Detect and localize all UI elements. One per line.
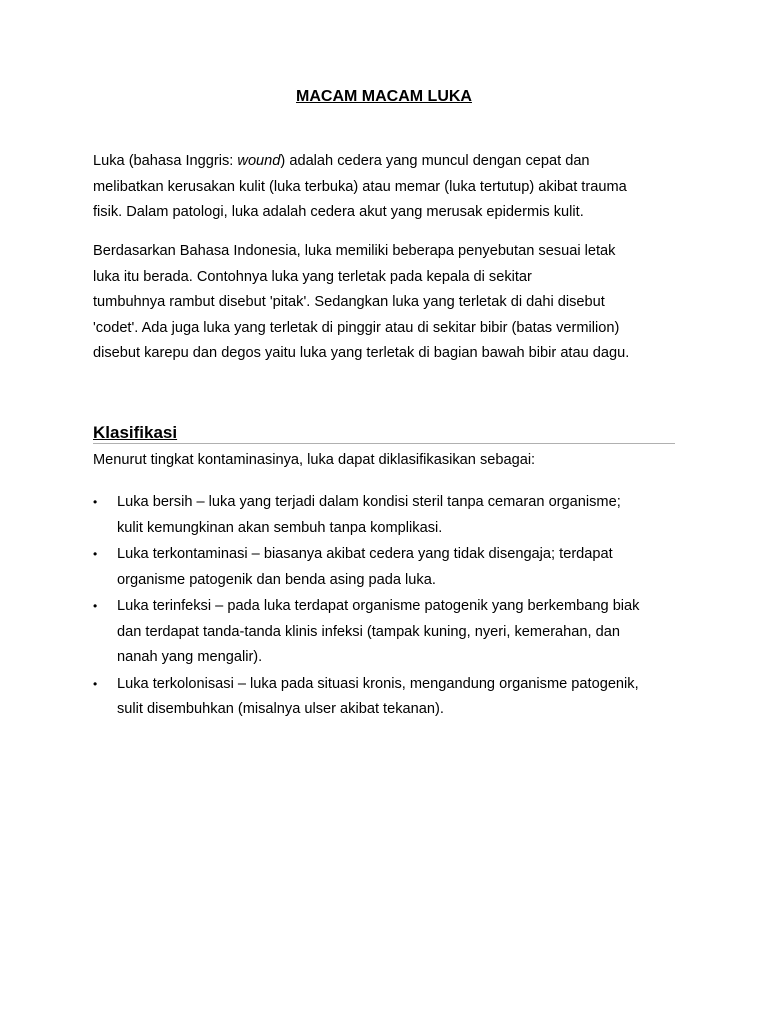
- list-item: [93, 542, 693, 593]
- list-item-line: Luka terkontaminasi – biasanya akibat cedera yang tidak disengaja; terdapat: [117, 546, 613, 562]
- bullet-icon: •: [93, 547, 98, 561]
- paragraph-indonesian-terms: [93, 239, 693, 367]
- list-item-line: sulit disembuhkan (misalnya ulser akibat tekanan).: [117, 701, 444, 717]
- italic-term: wound: [237, 153, 281, 169]
- list-item-line: dan terdapat tanda-tanda klinis infeksi (tampak kuning, nyeri, kemerahan, dan: [117, 623, 620, 640]
- section-intro: Menurut tingkat kontaminasinya, luka dapat diklasifikasikan sebagai:: [93, 452, 536, 468]
- list-item-line: nanah yang mengalir).: [117, 649, 263, 665]
- list-item: [93, 672, 693, 723]
- list-item-line: Luka terinfeksi – pada luka terdapat organisme patogenik yang berkembang biak: [117, 598, 640, 614]
- bullet-icon: •: [93, 599, 98, 613]
- list-item: [93, 594, 693, 671]
- paragraph-line: disebut karepu dan degos yaitu luka yang terletak di bagian bawah bibir atau dagu.: [93, 345, 630, 361]
- paragraph-line: 'codet'. Ada juga luka yang terletak di pinggir atau di sekitar bibir (batas vermilion): [93, 319, 620, 336]
- paragraph-line: melibatkan kerusakan kulit (luka terbuka) atau memar (luka tertutup) akibat trauma: [93, 178, 627, 195]
- line-prefix: Luka (bahasa Inggris:: [93, 153, 238, 169]
- list-item-line: Luka terkolonisasi – luka pada situasi kronis, mengandung organisme patogenik,: [117, 675, 639, 692]
- list-item: [93, 490, 693, 541]
- paragraph-line: [93, 149, 693, 175]
- paragraph-line: tumbuhnya rambut disebut 'pitak'. Sedangkan luka yang terletak di dahi disebut: [93, 294, 605, 310]
- section-heading-klasifikasi: Klasifikasi: [93, 423, 675, 444]
- line-rest: ) adalah cedera yang muncul dengan cepat dan: [280, 153, 590, 169]
- paragraph-line: fisik. Dalam patologi, luka adalah cedera akut yang merusak epidermis kulit.: [93, 204, 584, 220]
- list-item-line: kulit kemungkinan akan sembuh tanpa komplikasi.: [117, 519, 443, 536]
- paragraph-line: Berdasarkan Bahasa Indonesia, luka memiliki beberapa penyebutan sesuai letak: [93, 243, 616, 259]
- paragraph-definition: [93, 149, 693, 226]
- list-item-line: organisme patogenik dan benda asing pada luka.: [117, 571, 436, 588]
- bullet-icon: •: [93, 495, 98, 509]
- bullet-icon: •: [93, 676, 98, 691]
- classification-list: [93, 490, 693, 724]
- paragraph-line: luka itu berada. Contohnya luka yang terletak pada kepala di sekitar: [93, 268, 532, 285]
- list-item-line: Luka bersih – luka yang terjadi dalam kondisi steril tanpa cemaran organisme;: [117, 494, 621, 510]
- document-title: MACAM MACAM LUKA: [296, 88, 472, 105]
